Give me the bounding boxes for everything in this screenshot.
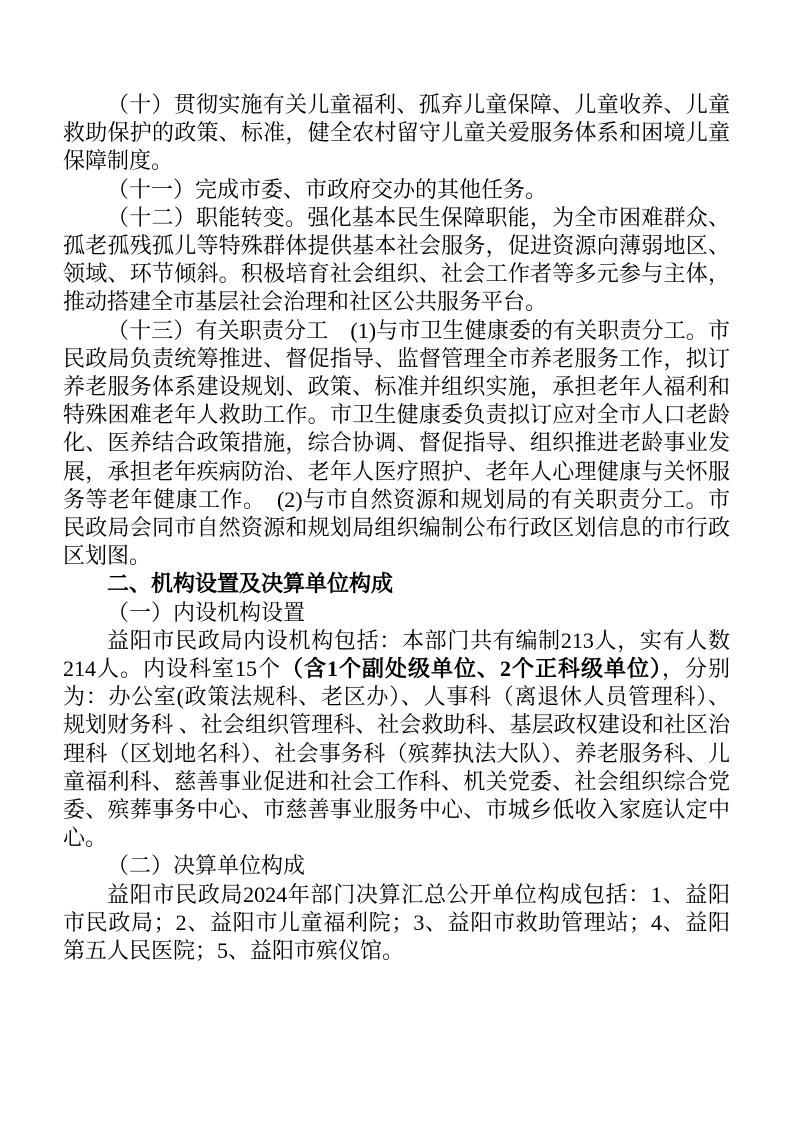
paragraph [63,852,730,880]
paragraph [63,881,730,966]
text-run: 益阳市民政局2024年部门决算汇总公开单位构成包括：1、益阳市民政局；2、益阳市儿童福利院；3、益阳市救助管理站；4、益阳第五人民医院；5、益阳市殡仪馆。 [63,881,730,964]
text-run: （十一）完成市委、市政府交办的其他任务。 [107,176,548,202]
paragraph [63,204,730,317]
text-run: （十三）有关职责分工 (1)与市卫生健康委的有关职责分工。市民政局负责统筹推进、督促指导、监督管理全市养老服务工作，拟订养老服务体系建设规划、政策、标准并组织实施，承担老年人福利和特殊困难老年人救助工作。市卫生健康委负责拟订应对全市人口老龄化、医养结合政策措施，综合协调、督促指导、组织推进老龄事业发展，承担老年疾病防治、老年人医疗照护、老年人心理健康与关怀服务等老年健康工作。 (2)与市自然资源和规划局的有关职责分工。市民政局会同市自然资源和规划局组织编制公布行政区划信息的市行政区划图。 [63,317,730,569]
text-run: 益阳市民政局内设机构包括：本部门共有编制213人，实有人数214人。内设科室15个 [63,627,730,682]
paragraph [63,627,730,853]
paragraph [63,599,730,627]
text-run: （十）贯彻实施有关儿童福利、孤弃儿童保障、儿童收养、儿童救助保护的政策、标准，健全农村留守儿童关爱服务体系和困境儿童保障制度。 [63,92,730,174]
text-run: 二、机构设置及决算单位构成 [107,571,394,597]
text-run: （一）内设机构设置 [107,599,306,625]
paragraph [63,91,730,176]
paragraph [63,317,730,571]
text-run: ，分别为：办公室(政策法规科、老区办）、人事科（离退休人员管理科）、规划财务科 、社会组织管理科、社会救助科、基层政权建设和社区治理科（区划地名科）、社会事务科（殡葬执法大队）、养老服务科、儿童福利科、慈善事业促进和社会工作科、机关党委、社会组织综合党委、殡葬事务中心、市慈善事业服务中心、市城乡低收入家庭认定中心。 [63,656,730,851]
document-body [63,91,730,965]
text-run: （十二）职能转变。强化基本民生保障职能，为全市困难群众、孤老孤残孤儿等特殊群体提供基本社会服务，促进资源向薄弱地区、领域、环节倾斜。积极培育社会组织、社会工作者等多元参与主体，推动搭建全市基层社会治理和社区公共服务平台。 [63,204,730,315]
paragraph [63,176,730,204]
section-heading [63,570,730,598]
text-run: （二）决算单位构成 [107,853,306,879]
text-run: （含1个副处级单位、2个正科级单位） [281,656,662,682]
